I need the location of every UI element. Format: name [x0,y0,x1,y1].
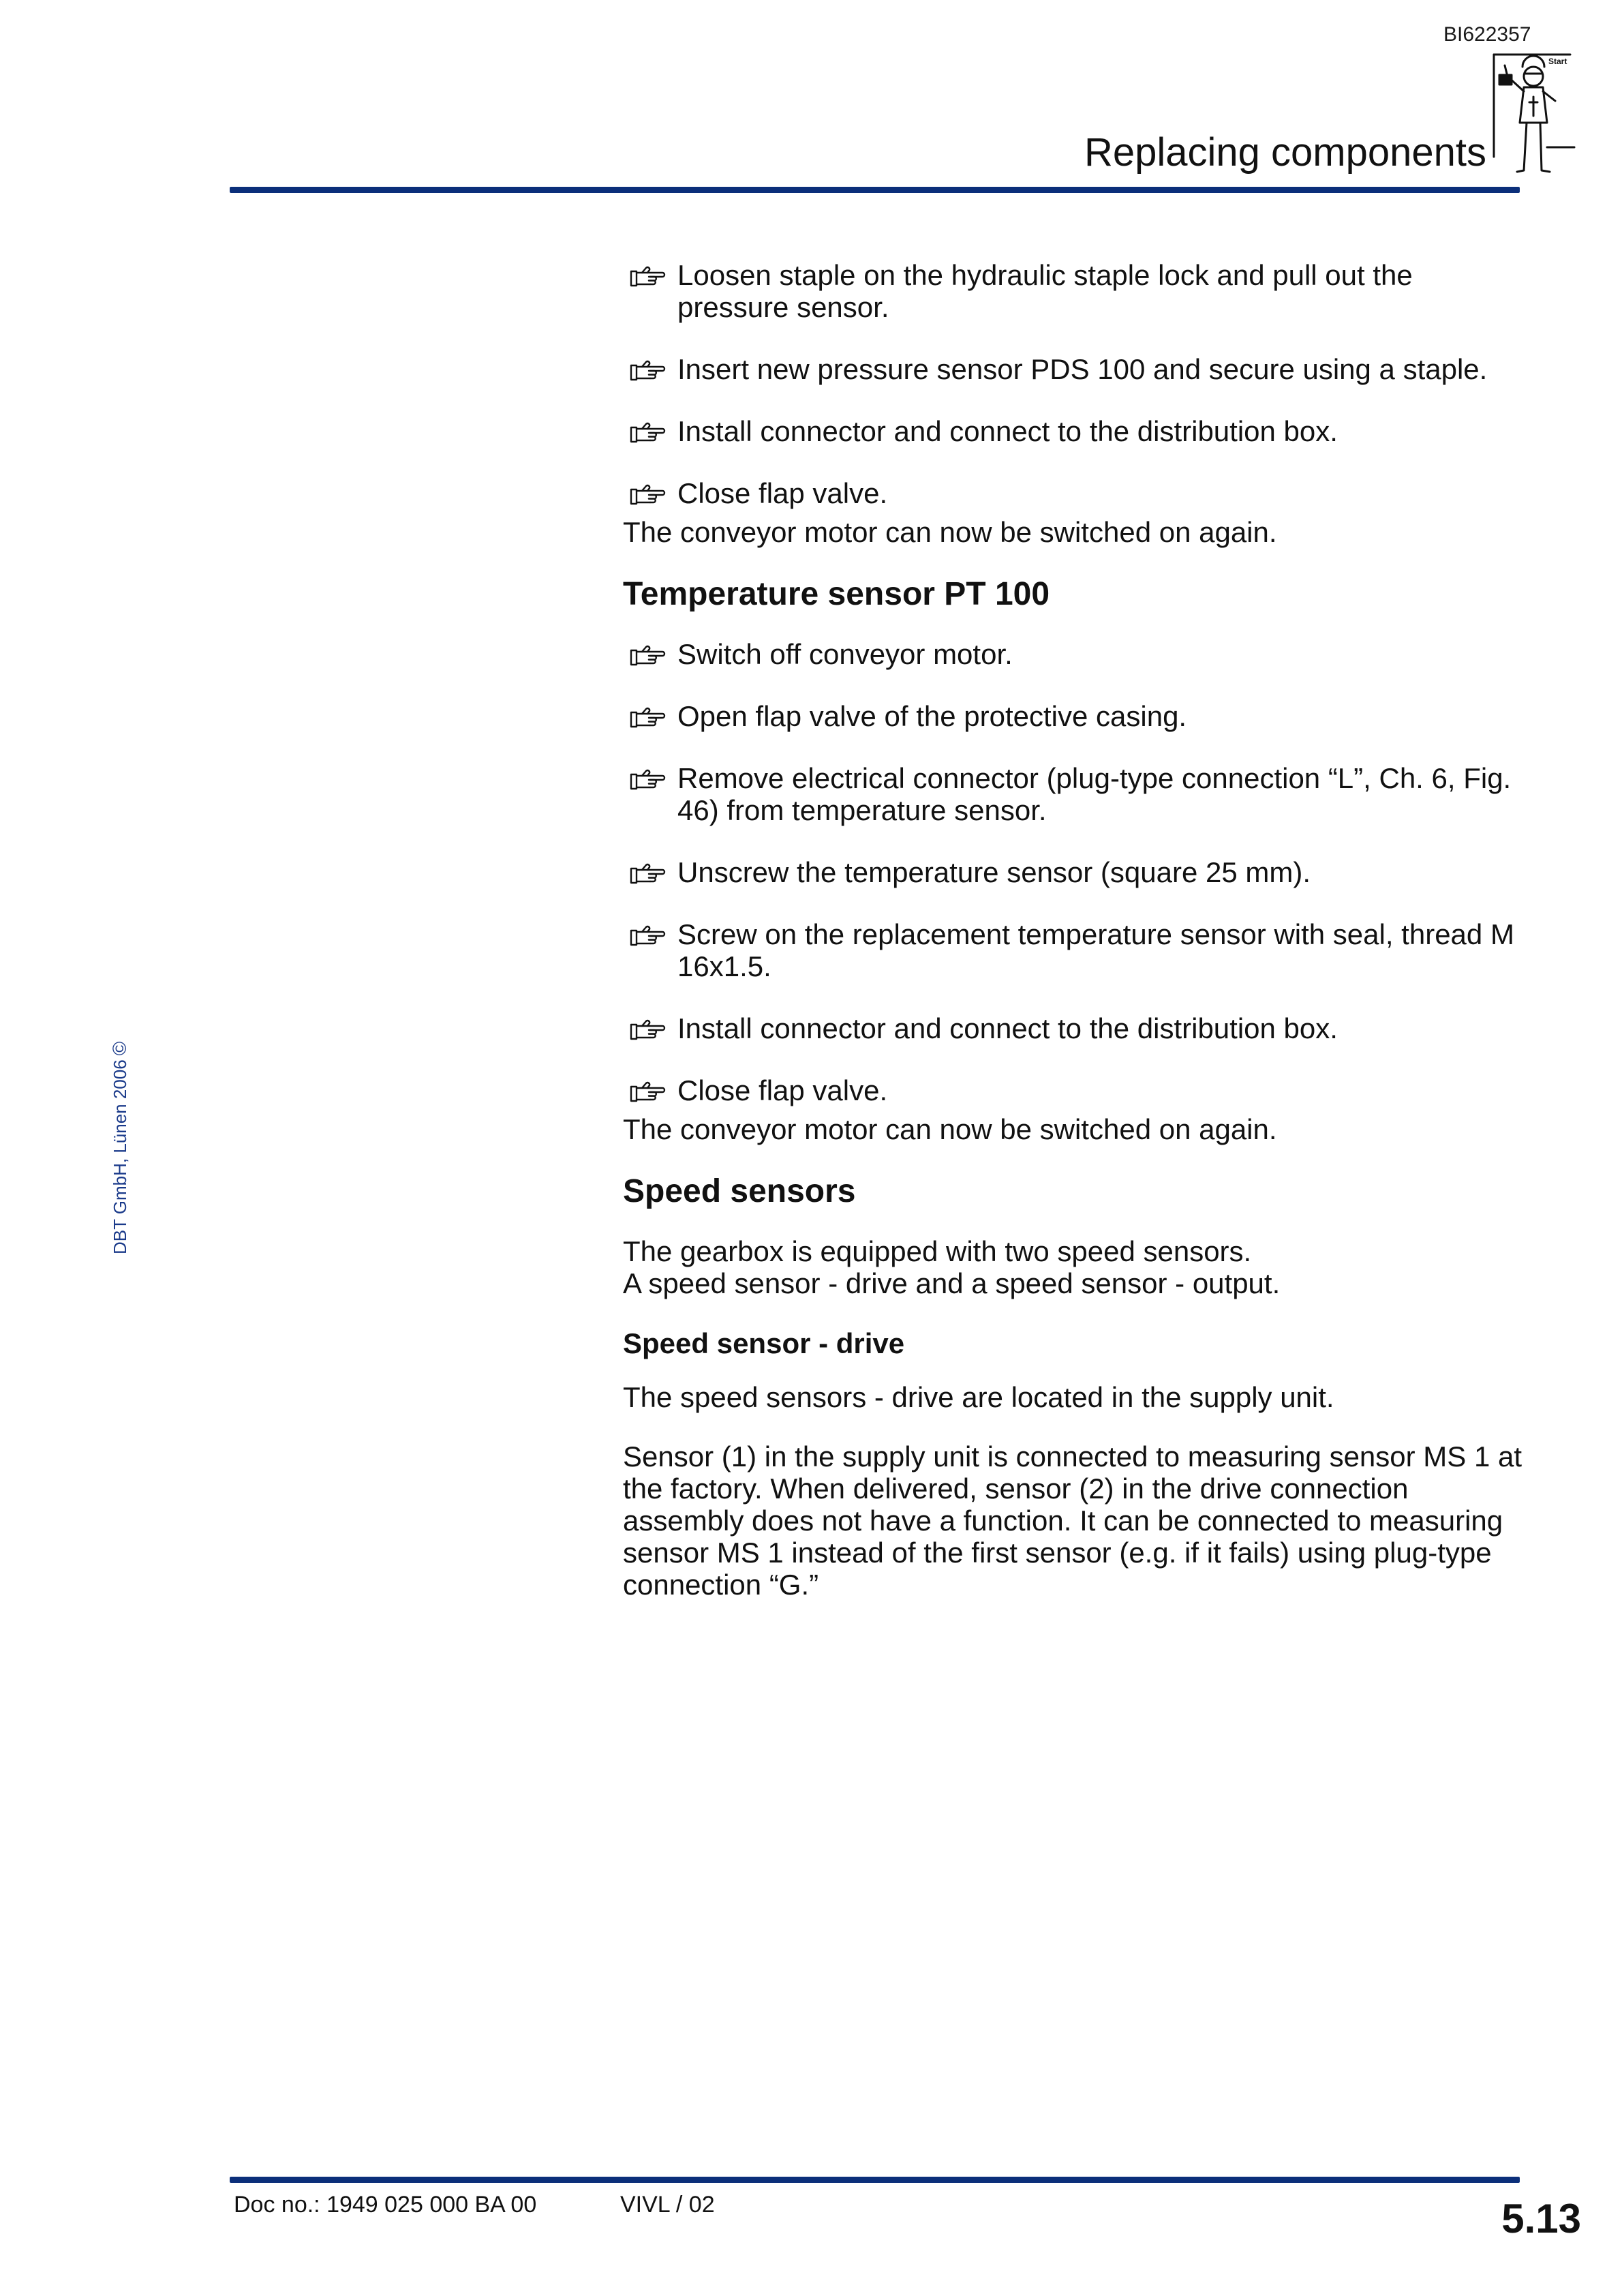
doc-id: BI622357 [1443,23,1531,46]
note-text: The conveyor motor can now be switched on again. [623,1113,1277,1145]
start-label: Start [1548,57,1567,66]
step-text: Install connector and connect to the distribution box. [677,415,1338,447]
step-item [623,638,1522,670]
heading-speed-sensor-drive: Speed sensor - drive [623,1327,905,1359]
step-item [623,477,1522,509]
step-text: Switch off conveyor motor. [677,638,1013,670]
step-item [623,415,1522,447]
page-number: 5.13 [1501,2196,1581,2241]
main-content [623,259,1522,1628]
step-text: Loosen staple on the hydraulic staple lock and pull out the pressure sensor. [677,259,1413,323]
header-rule [230,187,1520,193]
step-text: Close flap valve. [677,1074,888,1106]
speed-intro-line: The gearbox is equipped with two speed sensors. [623,1235,1252,1267]
step-text: Insert new pressure sensor PDS 100 and secure using a staple. [677,353,1488,385]
pointing-hand-icon [630,863,668,885]
pointing-hand-icon [630,769,668,791]
speed-intro [623,1235,1522,1299]
copyright-text: DBT GmbH, Lünen 2006 [110,1059,130,1254]
drive-paragraph: Sensor (1) in the supply unit is connected to measuring sensor MS 1 at the factory. When delivered, sensor (2) in the drive connection assembly does not have a function. It can be connected to measuring sensor MS 1 instead of the first sensor (e.g. if it fails) using plug-type connection “G.” [623,1440,1522,1601]
step-item [623,856,1522,888]
drive-paragraph: The speed sensors - drive are located in the supply unit. [623,1381,1334,1413]
heading-temperature-sensor: Temperature sensor PT 100 [623,576,1050,612]
pointing-hand-icon [630,266,668,288]
pointing-hand-icon [630,925,668,947]
step-item [623,259,1522,323]
step-text: Remove electrical connector (plug-type connection “L”, Ch. 6, Fig. 46) from temperature sensor. [677,762,1512,826]
speed-intro-line: A speed sensor - drive and a speed sensor - output. [623,1267,1281,1299]
step-item [623,700,1522,732]
step-item [623,1012,1522,1044]
heading-speed-sensors: Speed sensors [623,1173,856,1209]
step-text: Close flap valve. [677,477,888,509]
step-text: Open flap valve of the protective casing. [677,700,1187,732]
step-item [623,353,1522,385]
pointing-hand-icon [630,1019,668,1041]
pointing-hand-icon [630,360,668,382]
note-text: The conveyor motor can now be switched on again. [623,516,1277,548]
start-figure-icon [1490,49,1578,185]
pointing-hand-icon [630,707,668,729]
page-title: Replacing components [1084,130,1486,175]
pointing-hand-icon [630,422,668,444]
footer-rule [230,2177,1520,2183]
step-text: Install connector and connect to the distribution box. [677,1012,1338,1044]
step-item [623,918,1522,982]
step-text: Unscrew the temperature sensor (square 25 mm). [677,856,1311,888]
step-item [623,1074,1522,1106]
copyright-symbol: © [109,1041,130,1056]
step-text: Screw on the replacement temperature sensor with seal, thread M 16x1.5. [677,918,1514,982]
pointing-hand-icon [630,484,668,506]
step-item [623,762,1522,826]
side-copyright [109,1042,131,1254]
footer-doc-number: Doc no.: 1949 025 000 BA 00 [234,2192,537,2218]
pointing-hand-icon [630,645,668,667]
pointing-hand-icon [630,1081,668,1103]
footer-version: VIVL / 02 [620,2192,715,2218]
